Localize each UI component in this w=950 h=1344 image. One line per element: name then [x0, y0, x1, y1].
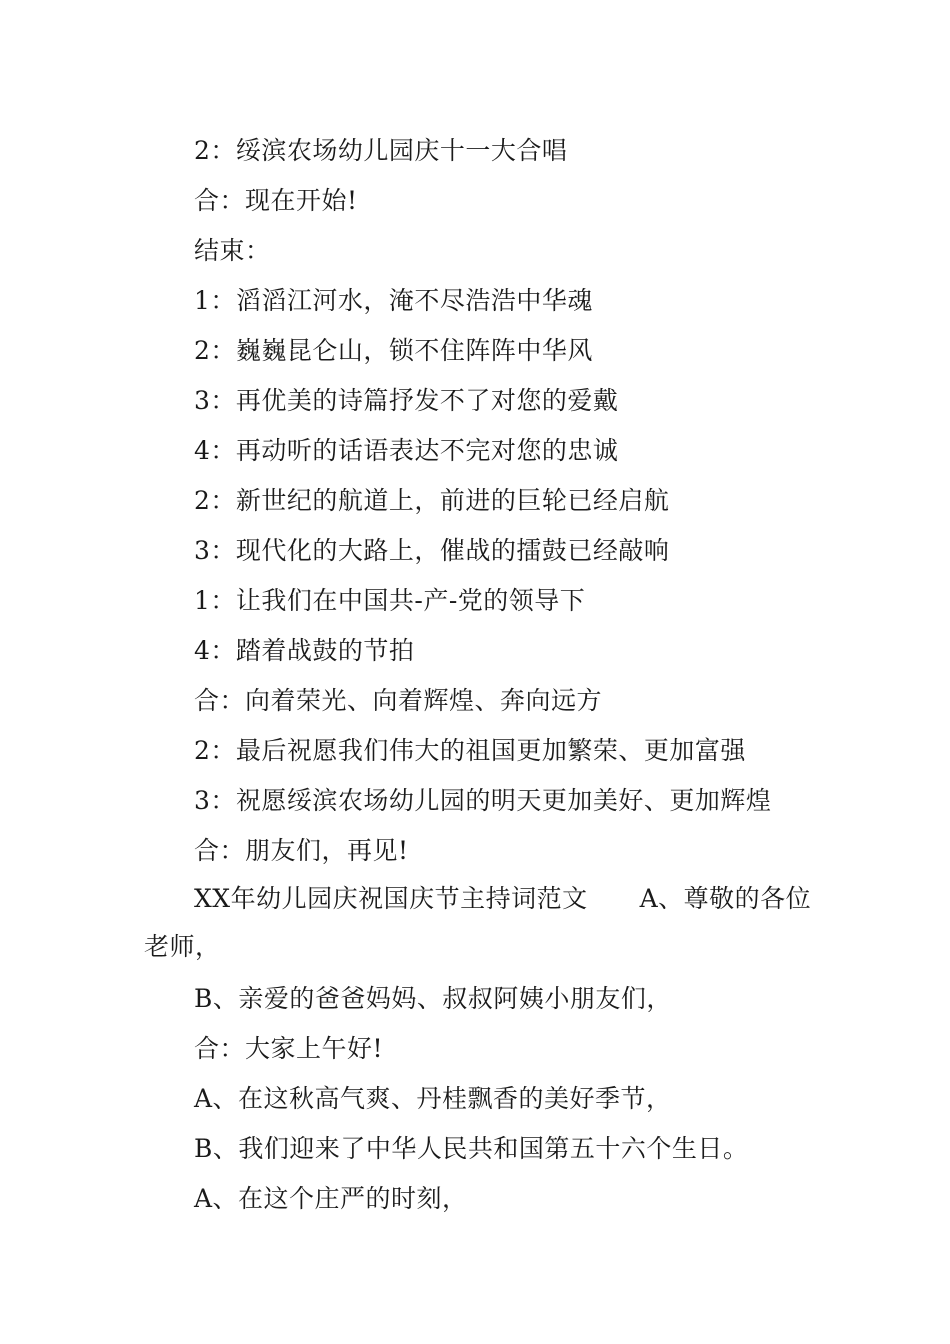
text-line: B、亲爱的爸爸妈妈、叔叔阿姨小朋友们， [194, 984, 672, 1013]
section-heading-line [194, 884, 811, 914]
text-line: 3：再优美的诗篇抒发不了对您的爱戴 [194, 386, 619, 415]
section-heading: XX年幼儿园庆祝国庆节主持词范文 [194, 884, 588, 913]
text-line: 3：祝愿绥滨农场幼儿园的明天更加美好、更加辉煌 [194, 786, 772, 815]
text-line: 2：绥滨农场幼儿园庆十一大合唱 [194, 136, 568, 165]
heading-continuation: A、尊敬的各位 [639, 884, 812, 913]
text-line: A、在这个庄严的时刻， [194, 1184, 468, 1213]
text-line: B、我们迎来了中华人民共和国第五十六个生日。 [194, 1134, 749, 1163]
text-line: 3：现代化的大路上，催战的擂鼓已经敲响 [194, 536, 670, 565]
text-line: 结束： [194, 236, 271, 265]
text-line: 1：滔滔江河水，淹不尽浩浩中华魂 [194, 286, 593, 315]
text-line-wrapped: 老师， [144, 932, 221, 961]
text-line: 1：让我们在中国共-产-党的领导下 [194, 586, 586, 615]
text-line: 合：向着荣光、向着辉煌、奔向远方 [194, 686, 603, 715]
text-line: 4：再动听的话语表达不完对您的忠诚 [194, 436, 619, 465]
text-line: 合：现在开始! [194, 186, 358, 215]
text-line: 2：最后祝愿我们伟大的祖国更加繁荣、更加富强 [194, 736, 746, 765]
text-line: 2：巍巍昆仑山，锁不住阵阵中华风 [194, 336, 593, 365]
text-line: A、在这秋高气爽、丹桂飘香的美好季节， [194, 1084, 672, 1113]
text-line: 合：大家上午好! [194, 1034, 384, 1063]
text-line: 4：踏着战鼓的节拍 [194, 636, 415, 665]
text-line: 2：新世纪的航道上，前进的巨轮已经启航 [194, 486, 670, 515]
text-line: 合：朋友们，再见! [194, 836, 409, 865]
